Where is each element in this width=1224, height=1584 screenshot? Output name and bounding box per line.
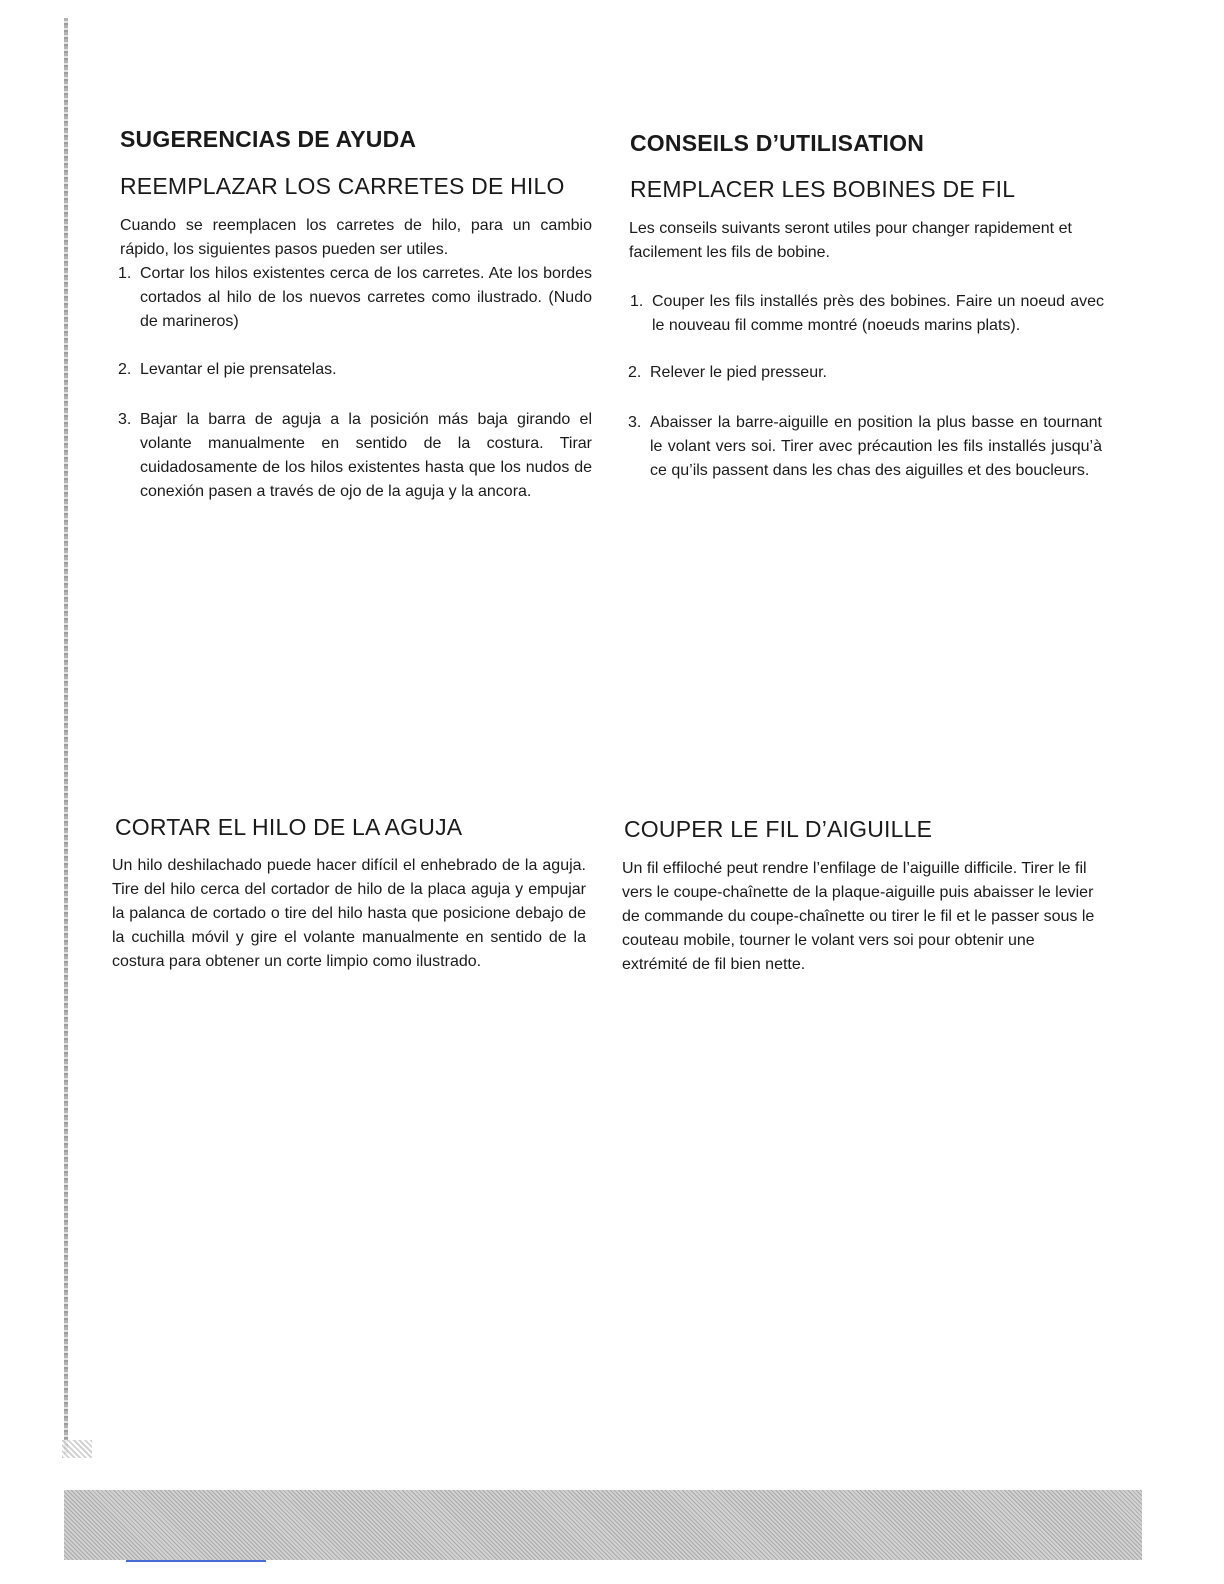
step-number: 2. xyxy=(628,364,642,381)
step-text: Cortar los hilos existentes cerca de los carretes. Ate los bordes cortados al hilo de los nuevos carretes como ilustrado. (Nudo de marineros) xyxy=(140,265,592,330)
french-replace-title: REMPLACER LES BOBINES DE FIL xyxy=(630,176,1016,202)
step-text: Relever le pied presseur. xyxy=(650,364,827,381)
footer-rule xyxy=(126,1560,266,1562)
french-step-3 xyxy=(628,411,1102,483)
step-number: 2. xyxy=(118,361,132,378)
french-cut-text: Un fil effiloché peut rendre l’enfilage de l’aiguille difficile. Tirer le fil vers le coupe-chaînette de la plaque-aiguille puis abaisser le levier de commande du coupe-chaînette ou tirer le fil et le passer sous le couteau mobile, tourner le volant vers soi pour obtenir une extrémité de fil bien nette. xyxy=(622,860,1095,973)
spanish-cut-title: CORTAR EL HILO DE LA AGUJA xyxy=(115,814,463,840)
spanish-cut-text: Un hilo deshilachado puede hacer difícil el enhebrado de la aguja. Tire del hilo cerca del cortador de hilo de la placa aguja y empujar la palanca de cortado o tire del hilo hasta que posicione debajo de la cuchilla móvil y gire el volante manualmente en sentido de la costura para obtener un corte limpio como ilustrado. xyxy=(112,857,586,970)
footer-band xyxy=(64,1490,1142,1560)
spanish-section-title: SUGERENCIAS DE AYUDA xyxy=(120,126,417,152)
spanish-step-2 xyxy=(118,358,592,382)
step-text: Couper les fils installés près des bobines. Faire un noeud avec le nouveau fil comme montré (noeuds marins plats). xyxy=(652,293,1104,334)
step-number: 1. xyxy=(630,293,644,310)
french-section-title: CONSEILS D’UTILISATION xyxy=(630,130,925,156)
step-text: Abaisser la barre-aiguille en position la plus basse en tournant le volant vers soi. Tirer avec précaution les fils installés jusqu’à ce qu’ils passent dans les chas des aiguilles et des boucleurs. xyxy=(650,414,1102,479)
french-step-2 xyxy=(628,361,1102,385)
binding-edge xyxy=(64,18,68,1454)
step-text: Levantar el pie prensatelas. xyxy=(140,361,337,378)
french-cut-title: COUPER LE FIL D’AIGUILLE xyxy=(624,816,933,842)
scan-smudge xyxy=(62,1440,92,1458)
french-replace-intro: Les conseils suivants seront utiles pour changer rapidement et facilement les fils de bobine. xyxy=(629,220,1072,261)
spanish-step-1 xyxy=(118,262,592,334)
step-number: 3. xyxy=(118,411,132,428)
french-step-1 xyxy=(630,290,1104,338)
step-number: 1. xyxy=(118,265,132,282)
spanish-replace-title: REEMPLAZAR LOS CARRETES DE HILO xyxy=(120,173,565,199)
step-number: 3. xyxy=(628,414,642,431)
spanish-step-3 xyxy=(118,408,592,504)
spanish-replace-intro: Cuando se reemplacen los carretes de hilo, para un cambio rápido, los siguientes pasos pueden ser utiles. xyxy=(120,217,592,258)
step-text: Bajar la barra de aguja a la posición más baja girando el volante manualmente en sentido de la costura. Tirar cuidadosamente de los hilos existentes hasta que los nudos de conexión pasen a través de ojo de la aguja y la ancora. xyxy=(140,411,592,500)
